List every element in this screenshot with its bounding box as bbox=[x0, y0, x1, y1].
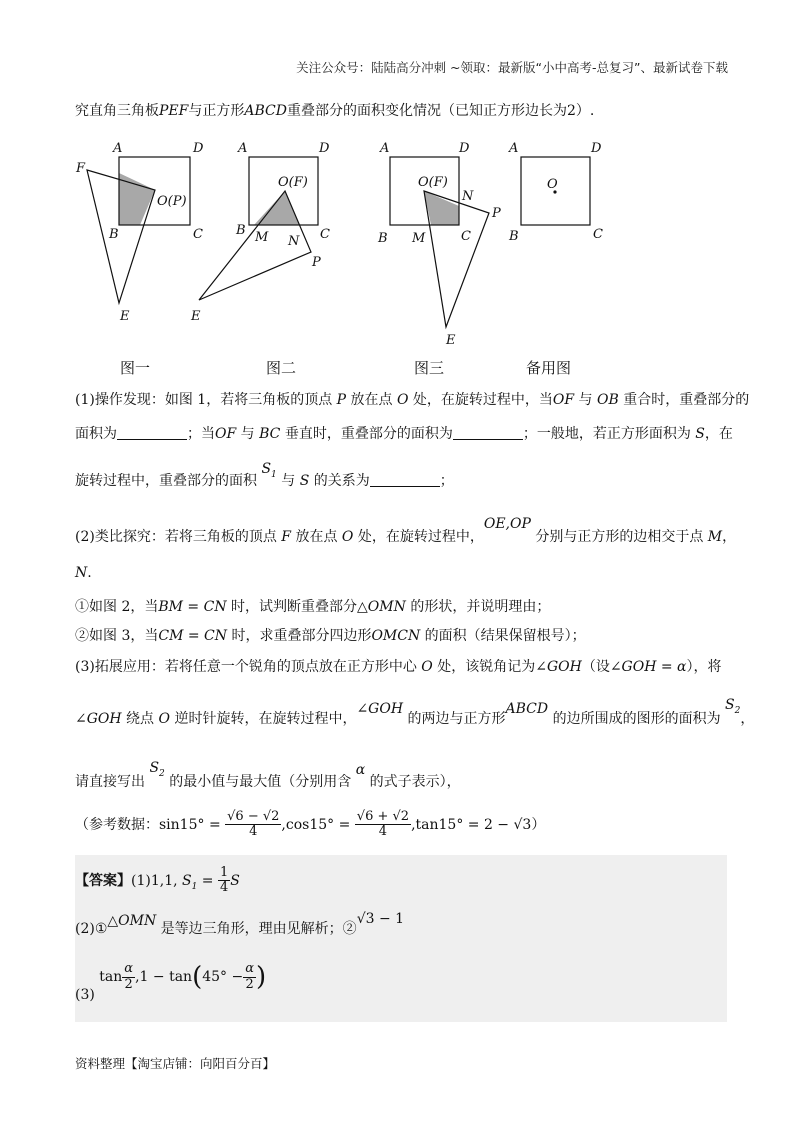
fig2-label-n: N bbox=[288, 234, 300, 249]
answer-tag: 【答案】 bbox=[75, 872, 131, 889]
text: 的最小值与最大值（分别用含 bbox=[164, 774, 356, 790]
text: 45° − bbox=[202, 969, 244, 985]
text: 是等边三角形，理由见解析；② bbox=[156, 921, 357, 937]
fig2-label-a: A bbox=[238, 141, 248, 156]
fig2-overlap bbox=[254, 191, 300, 225]
text: 处，该锐角记为 bbox=[432, 659, 536, 675]
ref-tan: ,tan15° = 2 − √3 bbox=[411, 816, 532, 833]
subscript: 1 bbox=[271, 469, 277, 480]
eq-cm-cn: CM = CN bbox=[158, 628, 227, 644]
intro-text: 究直角三角板 bbox=[75, 103, 159, 119]
caption-figure-3: 图三 bbox=[414, 359, 445, 377]
var-alpha: α bbox=[355, 762, 366, 778]
quad-omcn: OMCN bbox=[371, 628, 421, 644]
fig2-label-of: O(F) bbox=[278, 175, 308, 190]
text: 的边所围成的图形的面积为 bbox=[548, 711, 726, 727]
text: 分别与正方形的边相交于点 bbox=[530, 529, 708, 545]
text: 绕点 bbox=[121, 711, 159, 727]
var-o: O bbox=[396, 392, 409, 408]
answer-line-3 bbox=[75, 961, 267, 1003]
var-s: S bbox=[725, 697, 735, 713]
denominator: 2 bbox=[124, 976, 133, 992]
text: 的式子表示）， bbox=[365, 774, 461, 790]
paren-close: ) bbox=[256, 962, 267, 992]
numerator: α bbox=[124, 961, 134, 977]
text: 时，求重叠部分四边形 bbox=[227, 628, 372, 644]
var-s: S bbox=[261, 461, 272, 477]
intro-text-2: 与正方形 bbox=[188, 103, 245, 119]
text: (1)操作发现：如图 1，若将三角板的顶点 bbox=[75, 392, 337, 408]
answer-line-2 bbox=[75, 911, 405, 938]
fig3-label-d: D bbox=[459, 141, 470, 156]
fig1-label-a: A bbox=[113, 141, 123, 156]
answer-line-1 bbox=[75, 866, 240, 896]
fig1-label-c: C bbox=[193, 227, 203, 242]
text: 的关系为 bbox=[309, 473, 370, 489]
fig2-label-b: B bbox=[236, 223, 246, 238]
text: ；一般地，若正方形面积为 bbox=[522, 426, 696, 442]
figure-1 bbox=[75, 141, 204, 324]
q1-line-1 bbox=[75, 389, 749, 409]
text: 放在点 bbox=[346, 392, 397, 408]
fig2-label-e: E bbox=[191, 309, 201, 324]
ref-cos: ,cos15° = bbox=[281, 816, 351, 833]
text: 的面积（结果保留根号）； bbox=[420, 628, 586, 644]
spare-label-d: D bbox=[591, 141, 602, 156]
triangle-omn: △OMN bbox=[107, 913, 157, 929]
intro-abcd: ABCD bbox=[244, 103, 287, 119]
fig3-label-e: E bbox=[446, 333, 456, 348]
var-of: OF bbox=[552, 392, 575, 408]
text: (1)1,1, bbox=[131, 872, 178, 889]
var-o: O bbox=[421, 659, 433, 675]
var-p: P bbox=[336, 392, 347, 408]
q2-line-1 bbox=[75, 516, 737, 546]
var-n: N bbox=[75, 565, 88, 581]
fig3-label-b: B bbox=[378, 231, 388, 246]
var-s2 bbox=[725, 697, 741, 716]
numerator: 1 bbox=[219, 865, 229, 880]
var-o: O bbox=[341, 529, 354, 545]
text: ， bbox=[722, 529, 737, 545]
var-m: M bbox=[707, 529, 723, 545]
text: 时，试判断重叠部分 bbox=[226, 599, 358, 615]
text: （设 bbox=[581, 659, 610, 675]
figure-3 bbox=[377, 141, 501, 348]
text: . bbox=[87, 565, 92, 581]
q3-line-3 bbox=[75, 760, 461, 793]
figures-svg bbox=[0, 130, 800, 352]
q2-sub-1 bbox=[75, 596, 550, 616]
subscript: 2 bbox=[734, 705, 741, 716]
reference-data-line bbox=[75, 810, 545, 840]
caption-figure-2: 图二 bbox=[266, 359, 297, 377]
text: （参考数据： bbox=[75, 816, 159, 833]
figure-spare bbox=[508, 141, 603, 244]
fig2-label-p: P bbox=[312, 255, 321, 270]
text: ；当 bbox=[187, 426, 215, 442]
var-s1 bbox=[182, 872, 198, 892]
var-ob: OB bbox=[597, 392, 619, 408]
text: 的两边与正方形 bbox=[403, 711, 506, 727]
var-of: OF bbox=[215, 426, 237, 442]
var-s: S bbox=[299, 473, 310, 489]
ref-cos-fraction bbox=[355, 810, 411, 840]
denominator: 4 bbox=[378, 824, 388, 840]
var-abcd: ABCD bbox=[505, 701, 549, 717]
q1-line-2 bbox=[75, 423, 733, 443]
denominator: 4 bbox=[249, 824, 258, 840]
text: ），将 bbox=[686, 659, 722, 675]
text: 处，在旋转过程中，当 bbox=[408, 392, 553, 408]
ref-sin: sin15° = bbox=[159, 816, 221, 833]
text: 放在点 bbox=[291, 529, 342, 545]
var-f: F bbox=[281, 529, 291, 545]
fig1-label-op: O(P) bbox=[157, 194, 187, 209]
eq-bm-cn: BM = CN bbox=[158, 599, 227, 615]
paren-open: ( bbox=[192, 962, 203, 992]
text: ，在 bbox=[704, 426, 733, 442]
text: (3)拓展应用：若将任意一个锐角的顶点放在正方形中心 bbox=[75, 659, 422, 675]
spare-label-c: C bbox=[593, 227, 603, 242]
subscript: 2 bbox=[159, 768, 165, 779]
fig1-label-f: F bbox=[76, 161, 86, 176]
q3-line-1 bbox=[75, 656, 722, 676]
var-s: S bbox=[182, 872, 192, 889]
spare-label-b: B bbox=[509, 229, 519, 244]
text: 的形状，并说明理由； bbox=[405, 599, 551, 615]
page-header: 关注公众号：陆陆高分冲刺 ~领取：最新版“小中高考-总复习”、最新试卷下载 bbox=[296, 60, 728, 75]
answer-blank-3[interactable] bbox=[370, 472, 440, 487]
triangle-omn: △OMN bbox=[357, 599, 406, 615]
alpha-half-fraction bbox=[122, 962, 135, 992]
var-s: S bbox=[149, 760, 160, 776]
angle-eq: ∠GOH = α bbox=[609, 659, 687, 675]
q2-line-2 bbox=[75, 565, 92, 581]
text: 面积为 bbox=[75, 426, 117, 442]
answer-value: √3 − 1 bbox=[356, 911, 405, 927]
intro-pef: PEF bbox=[159, 103, 189, 119]
caption-spare: 备用图 bbox=[526, 359, 572, 377]
text: 逆时针旋转，在旋转过程中， bbox=[170, 711, 357, 727]
alpha-half-fraction-2 bbox=[243, 962, 256, 992]
text: ） bbox=[531, 816, 546, 833]
q1-line-3 bbox=[75, 461, 454, 492]
caption-figure-1: 图一 bbox=[120, 359, 151, 377]
var-s: S bbox=[230, 872, 240, 889]
text: ， bbox=[740, 711, 755, 727]
fig3-label-p: P bbox=[492, 206, 501, 221]
tan-fn: tan bbox=[99, 969, 123, 985]
page-footer: 资料整理【淘宝店铺：向阳百分百】 bbox=[75, 1056, 276, 1071]
fig1-label-b: B bbox=[109, 227, 119, 242]
angle-goh: ∠GOH bbox=[75, 711, 122, 727]
fig3-label-n: N bbox=[462, 189, 474, 204]
denominator: 2 bbox=[245, 976, 254, 992]
text: ②如图 3，当 bbox=[75, 628, 159, 644]
text: (3) bbox=[75, 987, 95, 1003]
text: 重合时，重叠部分的 bbox=[618, 392, 750, 408]
var-s1 bbox=[261, 461, 277, 480]
figure-2 bbox=[190, 141, 330, 324]
answer-fraction bbox=[218, 866, 230, 896]
fig2-label-m: M bbox=[255, 230, 269, 245]
answer-blank-1[interactable] bbox=[117, 425, 187, 440]
text: 请直接写出 bbox=[75, 774, 150, 790]
var-bc: BC bbox=[259, 426, 281, 442]
fig2-label-d: D bbox=[319, 141, 330, 156]
var-s2 bbox=[149, 760, 165, 779]
numerator: √6 − √2 bbox=[227, 809, 280, 824]
fig3-label-a: A bbox=[380, 141, 390, 156]
text: (2)① bbox=[75, 921, 108, 937]
angle-goh: ∠GOH bbox=[356, 701, 404, 717]
text: 处，在旋转过程中， bbox=[353, 529, 484, 545]
spare-label-o: O bbox=[547, 177, 558, 192]
spare-label-a: A bbox=[509, 141, 519, 156]
var-s: S bbox=[695, 426, 705, 442]
denominator: 4 bbox=[219, 880, 229, 896]
text: = bbox=[197, 872, 218, 889]
text: ,1 − tan bbox=[135, 969, 193, 985]
text: (2)类比探究：若将三角板的顶点 bbox=[75, 529, 282, 545]
fig1-label-d: D bbox=[193, 141, 204, 156]
subscript: 1 bbox=[191, 881, 198, 892]
text: 旋转过程中，重叠部分的面积 bbox=[75, 473, 262, 489]
text: 垂直时，重叠部分的面积为 bbox=[280, 426, 453, 442]
fig3-label-of: O(F) bbox=[418, 175, 448, 190]
var-oe-op: OE,OP bbox=[483, 516, 531, 532]
numerator: α bbox=[245, 961, 254, 977]
fig2-label-c: C bbox=[320, 227, 330, 242]
text: 与 bbox=[236, 426, 260, 442]
angle-goh: ∠GOH bbox=[535, 659, 582, 675]
numerator: √6 + √2 bbox=[356, 809, 410, 824]
ref-sin-fraction bbox=[225, 810, 281, 840]
text: 与 bbox=[574, 392, 598, 408]
fig1-label-e: E bbox=[120, 309, 130, 324]
q3-line-2 bbox=[75, 697, 755, 730]
text: ①如图 2，当 bbox=[75, 599, 159, 615]
intro-text-3: 重叠部分的面积变化情况（已知正方形边长为2）. bbox=[286, 103, 595, 119]
var-o: O bbox=[158, 711, 170, 727]
fig3-label-m: M bbox=[412, 231, 426, 246]
text: 与 bbox=[276, 473, 300, 489]
fig3-label-c: C bbox=[461, 229, 471, 244]
text: ； bbox=[439, 473, 454, 489]
answer-blank-2[interactable] bbox=[453, 425, 523, 440]
intro-line bbox=[75, 100, 594, 120]
q2-sub-2 bbox=[75, 625, 586, 645]
